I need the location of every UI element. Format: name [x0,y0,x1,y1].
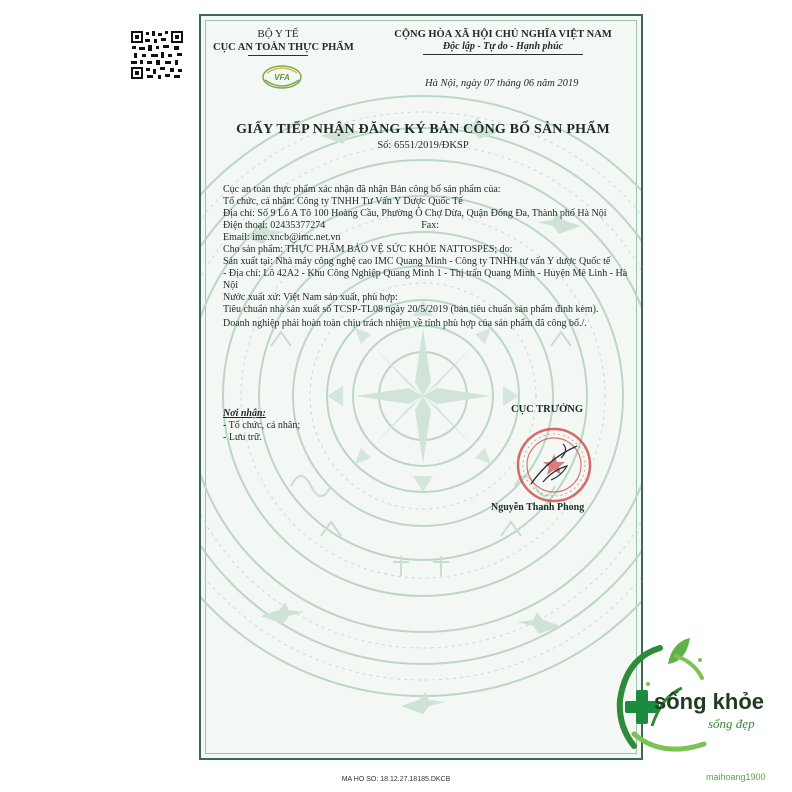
document-body [223,184,633,330]
issue-date: Hà Nội, ngày 07 tháng 06 năm 2019 [425,78,579,89]
fax: Fax: [421,220,439,231]
email: Email: imc.xncb@imc.net.vn [223,232,341,243]
brand-name: sống khỏe [654,689,765,714]
agency-name: CỤC AN TOÀN THỰC PHẨM [213,42,354,53]
brand-tagline: sống đẹp [708,716,755,731]
header-right [361,28,643,55]
official-stamp [513,424,595,506]
document-title: GIẤY TIẾP NHẬN ĐĂNG KÝ BẢN CÔNG BỐ SẢN PHẨM [236,122,610,137]
national-motto: Độc lập - Tự do - Hạnh phúc [442,41,564,52]
republic-name: CỘNG HÒA XÃ HỘI CHỦ NGHĨA VIỆT NAM [394,29,612,40]
logo-text: VFA [274,73,290,82]
qr-code [130,30,184,80]
divider-line [423,54,583,55]
dossier-code: MA HO SO: 18.12.27.18185.DKCB [341,776,451,783]
uploader-username: maihoang1900 [706,772,766,782]
standard: Tiêu chuẩn nhà sản xuất số TCSP-TL08 ngày 20/5/2019 (bản tiêu chuẩn sản phẩm đính kèm). [223,304,599,315]
intro-text: Cục an toàn thực phẩm xác nhận đã nhận Bản công bố sản phẩm của: [223,184,501,195]
product-name: Cho sản phẩm: THỰC PHẨM BẢO VỆ SỨC KHỎE NATTOSPES; do: [223,244,513,255]
origin: Nước xuất xứ: Việt Nam sản xuất, phù hợp: [223,292,398,303]
recipient-item: - Lưu trữ. [223,432,262,443]
contact-row [223,220,633,232]
vfa-logo [261,64,303,90]
recipients-heading: Nơi nhận: [223,408,266,419]
organization: Tổ chức, cá nhân: Công ty TNHH Tư Vấn Y Dược Quốc Tế [223,196,463,207]
signer-name: Nguyễn Thanh Phong [491,502,585,513]
phone: Điện thoại: 02435377274 [223,220,326,231]
factory-address: - Địa chỉ: Lô 42A2 - Khu Công Nghiệp Quang Minh 1 - Thị trấn Quang Minh - Huyện Mê Linh - Hà Nội [223,268,628,291]
recipient-item: - Tổ chức, cá nhân; [223,420,301,431]
divider-line [248,55,308,56]
certificate-document [199,14,643,760]
organization-address: Địa chỉ: Số 9 Lô A Tô 100 Hoàng Cầu, Phường Ô Chợ Dừa, Quận Đống Đa, Thành phố Hà Nội [223,208,607,219]
ministry-name: BỘ Y TẾ [257,28,299,40]
manufacturer: Sản xuất tại: Nhà máy công nghệ cao IMC Quang Minh - Công ty TNHH tư vấn Y dược Quốc tế [223,256,611,267]
signer-role: CỤC TRƯỞNG [511,404,584,415]
header-left [213,28,354,56]
document-number: Số: 6551/2019/ĐKSP [377,140,469,151]
responsibility: Doanh nghiệp phải hoàn toàn chịu trách nhiệm về tính phù hợp của sản phẩm đã công bố./. [223,318,587,329]
recipients [223,408,423,444]
